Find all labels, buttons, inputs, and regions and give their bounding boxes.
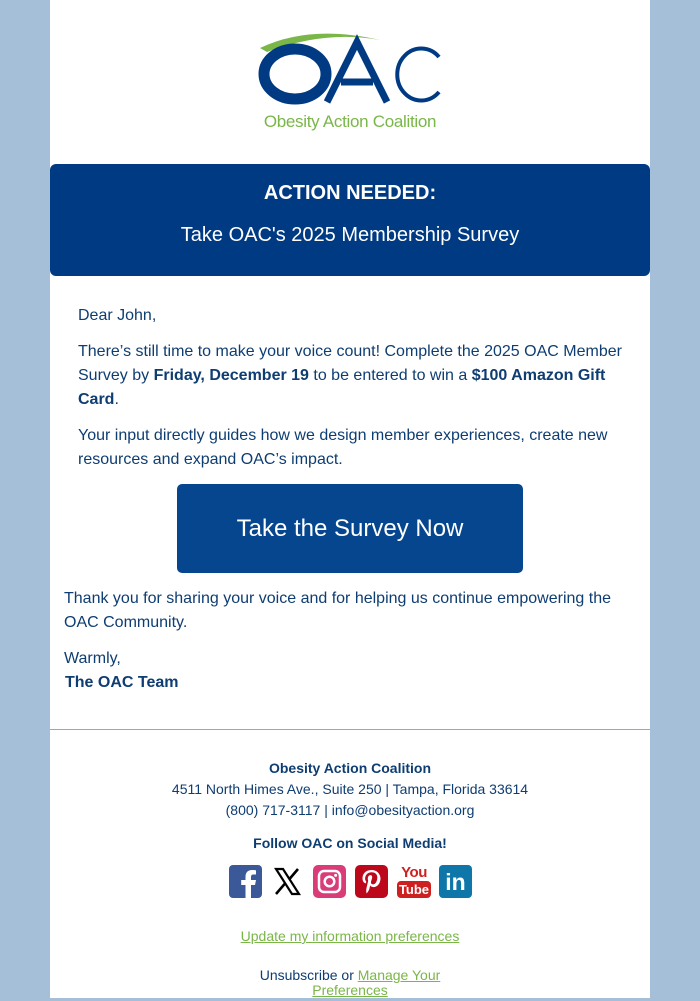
action-banner	[50, 164, 650, 276]
logo-tagline: Obesity Action Coalition	[263, 112, 437, 131]
footer-phone[interactable]: (800) 717-3117	[225, 802, 321, 818]
follow-label: Follow OAC on Social Media!	[253, 835, 447, 851]
linkedin-icon[interactable]	[439, 865, 472, 898]
impact-paragraph: Your input directly guides how we design member experiences, create new resources and expand OAC’s impact.	[78, 427, 608, 468]
oac-logo[interactable]	[255, 26, 445, 136]
footer-contact	[50, 800, 650, 821]
banner-title: ACTION NEEDED:	[263, 182, 437, 204]
update-preferences-link[interactable]: Update my information preferences	[240, 928, 460, 944]
pinterest-icon[interactable]	[355, 865, 388, 898]
x-icon[interactable]	[271, 865, 304, 898]
greeting: Dear John,	[78, 307, 157, 324]
survey-paragraph-mid: to be entered to win a	[308, 367, 472, 384]
signoff: Warmly,	[64, 650, 121, 667]
signature: The OAC Team	[65, 674, 179, 691]
survey-paragraph	[78, 340, 628, 412]
footer-org-name: Obesity Action Coalition	[268, 760, 432, 776]
youtube-text-bottom: Tube	[398, 882, 430, 897]
survey-paragraph-intro: There’s still time to make your voice count! Complete the 2025 OAC Member Survey by	[78, 343, 622, 384]
footer-divider	[50, 729, 650, 730]
youtube-icon[interactable]	[397, 865, 431, 899]
banner-subtitle: Take OAC's 2025 Membership Survey	[180, 224, 520, 246]
linkedin-text: in	[445, 869, 466, 895]
unsubscribe-text[interactable]: Unsubscribe or	[259, 967, 358, 983]
survey-paragraph-end: .	[114, 391, 119, 408]
email-body	[50, 0, 650, 998]
social-icons	[229, 865, 473, 899]
manage-preferences-link[interactable]: Manage Your	[357, 967, 441, 983]
footer-email[interactable]: info@obesityaction.org	[331, 802, 475, 818]
manage-preferences-link-cont[interactable]: Preferences	[312, 982, 388, 998]
youtube-text-top: You	[401, 864, 427, 881]
take-survey-button[interactable]: Take the Survey Now	[177, 484, 523, 573]
thanks-paragraph: Thank you for sharing your voice and for helping us continue empowering the OAC Community.	[64, 590, 611, 631]
survey-prize: $100 Amazon Gift Card	[78, 367, 606, 408]
oac-logo-mark	[255, 26, 445, 116]
footer-address: 4511 North Himes Ave., Suite 250 | Tampa, Florida 33614	[171, 781, 529, 797]
update-preferences-row	[50, 926, 650, 947]
facebook-icon[interactable]	[229, 865, 262, 898]
survey-deadline: Friday, December 19	[153, 367, 309, 384]
instagram-icon[interactable]	[313, 865, 346, 898]
contact-separator: |	[320, 802, 332, 818]
